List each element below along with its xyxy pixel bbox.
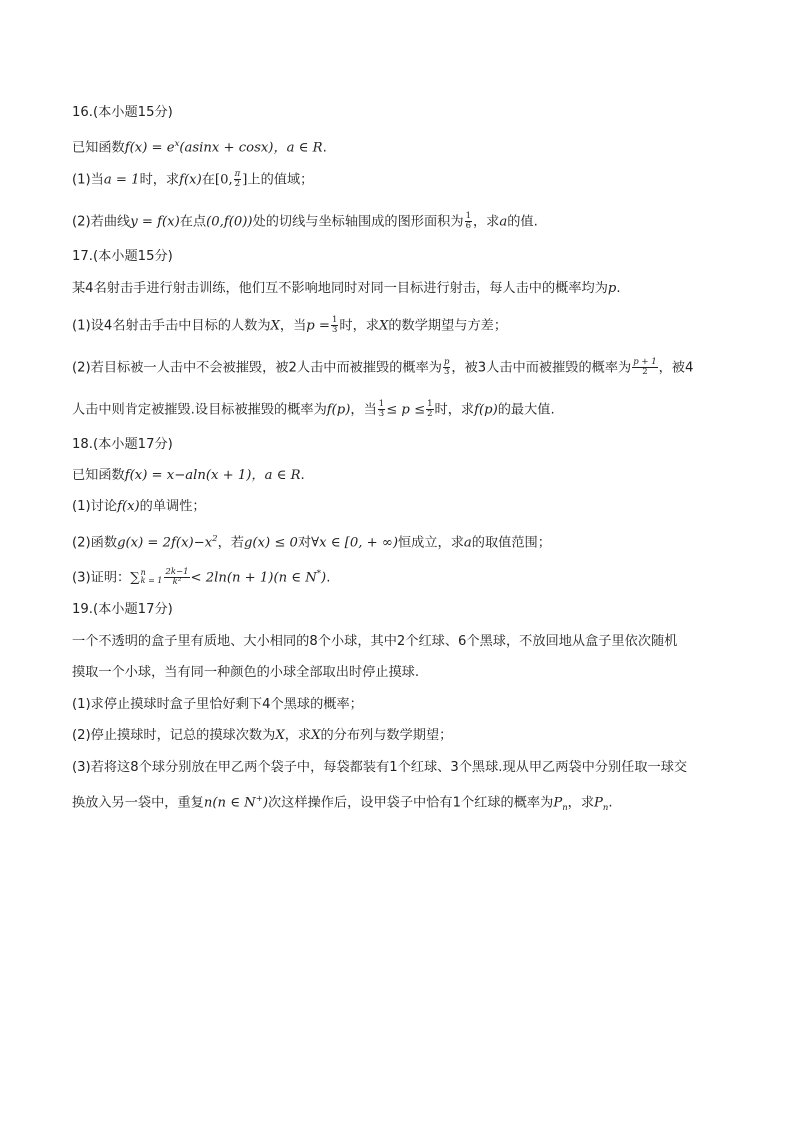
q19-part3: (3)若将这8个球分别放在甲乙两个袋子中，每袋都装有1个红球、3个黑球.现从甲乙两袋中分别任取一球交 <box>72 760 688 775</box>
q18-stem: 已知函数f(x) = x−aln(x + 1)，a ∈ R. <box>72 468 305 483</box>
q18-part1: (1)讨论f(x)的单调性； <box>72 499 206 514</box>
q16-heading: 16.(本小题15分) <box>72 105 173 120</box>
q19-part1: (1)求停止摸球时盒子里恰好剩下4个黑球的概率； <box>72 697 363 712</box>
q19-stem-line2: 摸取一个小球，当有同一种颜色的小球全部取出时停止摸球. <box>72 665 420 680</box>
q19-part2: (2)停止摸球时，记总的摸球次数为X，求X的分布列与数学期望； <box>72 728 453 743</box>
fraction: $\frac{2k-1}{\text{k²}}$ <box>165 566 189 587</box>
q19-stem-line1: 一个不透明的盒子里有质地、大小相同的8个小球，其中2个红球、6个黑球，不放回地从盒子里依次随机 <box>72 634 678 649</box>
fraction: $\frac{1}{6}$ <box>465 211 471 231</box>
fraction: $\frac{p + 1}{2}$ <box>633 357 657 377</box>
q17-part2: (2)若目标被一人击中不会被摧毁，被2人击中而被摧毁的概率为 $\frac{p}{3}$ ，被3人击中而被摧毁的概率为 $\frac{p + 1}{2}$ ，被4 <box>72 357 694 377</box>
fraction: $\frac{\pi}{2}$ <box>234 169 241 189</box>
fraction: $\frac{1}{3}$ <box>378 399 385 419</box>
q19-heading: 19.(本小题17分) <box>72 602 173 617</box>
q18-part3: (3)证明：∑ n k = 1 $\frac{2k-1}{\text{k²}}$ < 2ln(n + 1)(n ∈ N*). <box>72 566 331 587</box>
q17-part2-cont: 人击中则肯定被摧毁.设目标被摧毁的概率为f(p)，当 $\frac{1}{3}$ ≤ p ≤ $\frac{1}{2}$ 时，求f(p)的最大值. <box>72 399 555 419</box>
q17-stem: 某4名射击手进行射击训练，他们互不影响地同时对同一目标进行射击，每人击中的概率均为p. <box>72 281 621 296</box>
q16-stem: 已知函数$f(x) = e^x(asinx + \cos x)$，a ∈ R. <box>72 139 327 156</box>
fraction: $\frac{1}{3}$ <box>331 315 338 335</box>
sum-limits: n k = 1 <box>140 568 163 586</box>
q18-part2: (2)函数$g(x) = 2f(x)-x^2$，若g(x) ≤ 0对∀x ∈ [0, + ∞)恒成立，求a的取值范围； <box>72 534 551 551</box>
q18-heading: 18.(本小题17分) <box>72 437 173 452</box>
q19-part3-cont: 换放入另一袋中，重复n(n ∈ N+)次这样操作后，设甲袋子中恰有1个红球的概率为$P_n$，求$P_n$. <box>72 794 613 814</box>
fraction: $\frac{p}{3}$ <box>443 357 450 377</box>
q16-part2: (2)若曲线y = f(x)在点(0,f(0))处的切线与坐标轴围成的图形面积为 $\frac{1}{6}$ ，求a的值. <box>72 211 538 231</box>
fraction: $\frac{1}{2}$ <box>427 399 433 419</box>
q17-part1: (1)设4名射击手击中目标的人数为X，当p = $\frac{1}{3}$ 时，求X的数学期望与方差； <box>72 315 508 335</box>
q16-part1: (1)当a = 1时，求f(x)在[0, $\frac{\pi}{2}$ ]上的值域； <box>72 169 314 189</box>
q17-heading: 17.(本小题15分) <box>72 249 173 264</box>
